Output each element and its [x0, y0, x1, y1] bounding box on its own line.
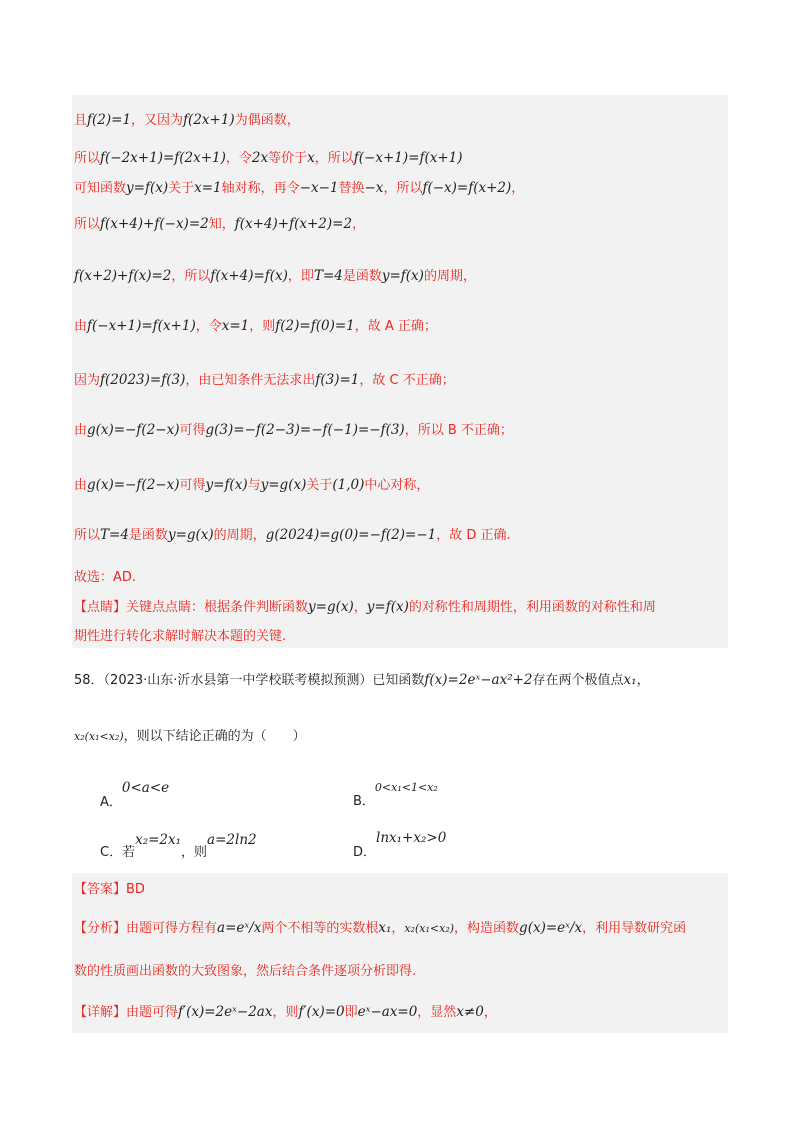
math-formula: y=f(x): [366, 599, 409, 615]
math-formula: y=f(x): [126, 180, 169, 196]
text-segment: ，令: [225, 151, 252, 166]
text-segment: 可得: [179, 478, 206, 493]
text-segment: 【点睛】关键点点睛：根据条件判断函数: [74, 600, 309, 615]
math-formula: y=g(x): [308, 599, 354, 615]
math-formula: y=g(x): [260, 477, 307, 493]
answer-line: [74, 880, 145, 900]
math-formula: x=1: [194, 180, 222, 196]
text-segment: 所以: [74, 528, 101, 543]
final-choice: [74, 568, 136, 588]
text-segment: 由: [74, 319, 88, 334]
option-b[interactable]: [353, 780, 438, 809]
text-segment: ，故 D 正确.: [436, 528, 511, 543]
text-segment: 轴对称，再令: [221, 181, 300, 196]
text-segment: ，所以: [314, 151, 354, 166]
text-segment: 可得: [179, 423, 206, 438]
option-a-math: 0<a<e: [121, 780, 170, 796]
math-formula: f(−x+1)=f(x+1): [87, 318, 196, 334]
solution-line-3: [74, 178, 524, 199]
text-segment: ，所以: [171, 269, 211, 284]
math-formula: x: [307, 150, 315, 166]
text-segment: 为偶函数，: [234, 113, 300, 128]
text-segment: 【分析】由题可得方程有: [74, 921, 218, 936]
text-segment: ，令: [195, 319, 222, 334]
option-d-label: D．: [353, 845, 377, 860]
text-segment: 替换: [338, 181, 365, 196]
analysis-line-2: [74, 962, 416, 982]
option-d-math: lnx₁+x₂>0: [376, 830, 447, 846]
math-formula: f(x+4)+f(x+2)=2: [234, 216, 353, 232]
text-segment: 等价于: [268, 151, 308, 166]
question-58-stem-2: [74, 727, 306, 747]
text-segment: 即: [344, 1005, 358, 1020]
analysis-line-1: [74, 918, 686, 939]
math-formula: a=eˣ/x: [217, 920, 262, 936]
text-segment: 所以: [74, 151, 101, 166]
math-formula: f′(x)=0: [298, 1004, 345, 1020]
solution-line-1: [74, 110, 300, 131]
option-a-label: A．: [100, 795, 122, 810]
text-segment: 【答案】BD: [74, 882, 145, 897]
text-segment: 所以: [74, 217, 101, 232]
math-formula: f(x)=2eˣ−ax²+2: [424, 672, 533, 688]
text-segment: ，则: [249, 319, 276, 334]
math-formula: f(2)=f(0)=1: [275, 318, 355, 334]
option-c-math-2: a=2ln2: [207, 832, 257, 848]
text-segment: ，利用导数研究函: [582, 921, 687, 936]
text-segment: 由: [74, 478, 88, 493]
option-a[interactable]: [100, 780, 169, 810]
math-formula: T=4: [313, 268, 343, 284]
text-segment: 是函数: [342, 269, 382, 284]
text-segment: ，所以: [383, 181, 423, 196]
math-formula: eˣ−ax=0: [357, 1004, 418, 1020]
text-segment: ，: [352, 217, 366, 232]
text-segment: 是函数: [128, 528, 168, 543]
text-segment: 知，: [208, 217, 235, 232]
math-formula: (1,0): [332, 477, 365, 493]
math-formula: T=4: [100, 527, 129, 543]
solution-line-7: [74, 370, 455, 391]
text-segment: 的周期，: [213, 528, 266, 543]
math-formula: y=f(x): [205, 477, 248, 493]
text-segment: 因为: [74, 373, 101, 388]
text-segment: 【详解】由题可得: [74, 1005, 179, 1020]
text-segment: 由: [74, 423, 88, 438]
key-point-line-2: [74, 627, 286, 647]
question-58-stem: [74, 670, 650, 691]
key-point-line-1: [74, 597, 656, 618]
text-segment: 存在两个极值点: [532, 673, 624, 688]
text-segment: ，则: [272, 1005, 299, 1020]
math-formula: f(−x+1)=f(x+1): [353, 150, 463, 166]
math-formula: x₁: [623, 672, 637, 688]
math-formula: g(3)=−f(2−3)=−f(−1)=−f(3): [205, 422, 405, 438]
text-segment: ，即: [287, 269, 314, 284]
text-segment: 两个不相等的实数根: [261, 921, 379, 936]
text-segment: ，: [353, 600, 367, 615]
detail-line-1: [74, 1002, 497, 1023]
text-segment: 的对称性和周期性，利用函数的对称性和周: [408, 600, 656, 615]
math-formula: x₁: [378, 920, 392, 936]
text-segment: ，所以 B 不正确；: [404, 423, 513, 438]
text-segment: 关于: [306, 478, 333, 493]
math-formula: y=f(x): [381, 268, 424, 284]
math-formula: f(x+2)+f(x)=2: [74, 268, 172, 284]
math-formula: 2x: [251, 150, 269, 166]
text-segment: ，构造函数: [454, 921, 520, 936]
math-formula: g(x)=−f(2−x): [87, 422, 180, 438]
text-segment: ，故 A 正确；: [354, 319, 437, 334]
math-formula: g(x)=eˣ/x: [519, 920, 583, 936]
text-segment: 期性进行转化求解时解决本题的关键.: [74, 629, 287, 644]
math-formula: f(3)=1: [315, 372, 360, 388]
math-formula: f(2x+1): [183, 112, 235, 128]
text-segment: 的周期，: [423, 269, 476, 284]
option-c-label: C．若: [100, 845, 136, 860]
option-c[interactable]: [100, 832, 257, 860]
text-segment: ，显然: [417, 1005, 457, 1020]
math-formula: x≠0: [456, 1004, 484, 1020]
math-formula: x₂(x₁<x₂): [74, 730, 124, 743]
math-formula: f(−x)=f(x+2): [422, 180, 512, 196]
text-segment: 故选：AD.: [74, 570, 137, 585]
text-segment: 中心对称，: [364, 478, 430, 493]
option-c-math-1: x₂=2x₁: [135, 832, 182, 848]
option-d[interactable]: [353, 830, 446, 860]
option-b-math: 0<x₁<1<x₂: [374, 781, 438, 794]
math-formula: g(2024)=g(0)=−f(2)=−1: [265, 527, 437, 543]
math-formula: f(−2x+1)=f(2x+1): [100, 150, 226, 166]
solution-line-10: [74, 525, 511, 546]
math-formula: f(2023)=f(3): [100, 372, 186, 388]
text-segment: ，又因为: [131, 113, 184, 128]
text-segment: ，: [391, 921, 405, 936]
math-formula: f(2)=1: [87, 112, 132, 128]
text-segment: ，: [511, 181, 525, 196]
math-formula: f′(x)=2eˣ−2ax: [178, 1004, 273, 1020]
math-formula: y=g(x): [167, 527, 214, 543]
solution-line-2: [74, 148, 463, 169]
text-segment: ，则以下结论正确的为（ ）: [123, 729, 306, 744]
text-segment: ，: [483, 1005, 497, 1020]
solution-line-9: [74, 475, 429, 496]
solution-line-8: [74, 420, 513, 441]
solution-line-6: [74, 316, 437, 337]
text-segment: 58．（2023·山东·沂水县第一中学校联考模拟预测）已知函数: [74, 673, 425, 688]
math-formula: x₂(x₁<x₂): [404, 922, 455, 935]
text-segment: 且: [74, 113, 88, 128]
math-formula: −x: [364, 180, 384, 196]
math-formula: f(x+4)+f(−x)=2: [100, 216, 209, 232]
option-b-label: B．: [353, 794, 375, 809]
solution-line-5: [74, 266, 476, 287]
text-segment: ，由已知条件无法求出: [185, 373, 316, 388]
math-formula: −x−1: [299, 180, 339, 196]
text-segment: 关于: [168, 181, 195, 196]
text-segment: ，: [636, 673, 650, 688]
text-segment: ，故 C 不正确；: [359, 373, 455, 388]
math-formula: x=1: [221, 318, 250, 334]
option-c-text: ，则: [181, 845, 208, 860]
solution-line-4: [74, 214, 365, 235]
text-segment: 可知函数: [74, 181, 127, 196]
math-formula: g(x)=−f(2−x): [87, 477, 180, 493]
math-formula: f(x+4)=f(x): [210, 268, 288, 284]
text-segment: 数的性质画出函数的大致图象，然后结合条件逐项分析即得.: [74, 964, 417, 979]
text-segment: 与: [247, 478, 261, 493]
